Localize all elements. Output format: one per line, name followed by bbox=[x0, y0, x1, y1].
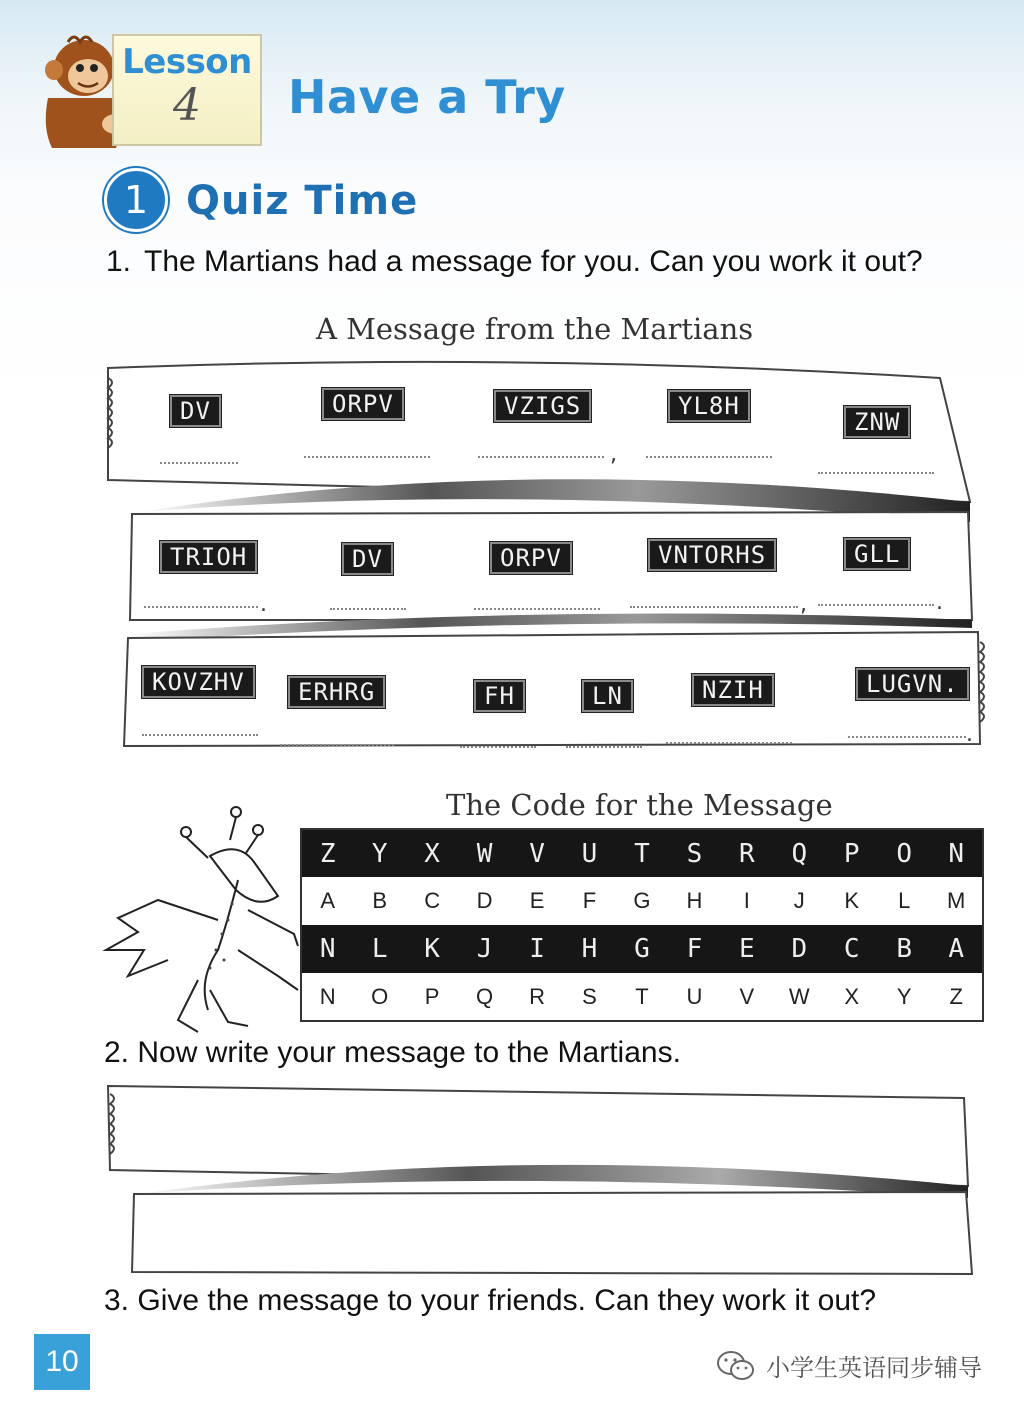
answer-blank[interactable] bbox=[478, 456, 604, 458]
page-number: 10 bbox=[34, 1334, 90, 1390]
plain-cell: H bbox=[668, 877, 720, 925]
code-cell: X bbox=[406, 829, 458, 877]
answer-blank[interactable] bbox=[144, 606, 258, 608]
question-1 bbox=[106, 242, 986, 282]
code-cell: N bbox=[301, 925, 353, 973]
watermark-text: 小学生英语同步辅导 bbox=[766, 1354, 982, 1382]
plain-cell: C bbox=[406, 877, 458, 925]
period-mark: . bbox=[260, 592, 267, 617]
plain-cell: D bbox=[458, 877, 510, 925]
answer-blank[interactable] bbox=[142, 734, 258, 736]
plain-cell: Q bbox=[458, 973, 510, 1021]
martian-illustration-icon bbox=[98, 800, 308, 1035]
plain-cell: O bbox=[353, 973, 405, 1021]
coded-word: VNTORHS bbox=[648, 539, 776, 571]
code-cell: U bbox=[563, 829, 615, 877]
plain-cell: M bbox=[930, 877, 983, 925]
code-cell: S bbox=[668, 829, 720, 877]
plain-cell: R bbox=[511, 973, 563, 1021]
answer-blank[interactable] bbox=[818, 472, 934, 474]
plain-cell: J bbox=[773, 877, 825, 925]
coded-word: VZIGS bbox=[494, 390, 591, 422]
coded-word: YL8H bbox=[668, 390, 750, 422]
plain-cell: V bbox=[721, 973, 773, 1021]
section-number-badge: 1 bbox=[104, 168, 168, 232]
coded-word: ORPV bbox=[490, 542, 572, 574]
coded-word: ERHRG bbox=[288, 676, 385, 708]
plain-cell: I bbox=[721, 877, 773, 925]
answer-blank[interactable] bbox=[630, 606, 798, 608]
code-cell: R bbox=[721, 829, 773, 877]
answer-blank[interactable] bbox=[280, 744, 394, 746]
plain-cell: X bbox=[826, 973, 878, 1021]
answer-blank[interactable] bbox=[474, 608, 600, 610]
coded-word: LUGVN. bbox=[856, 668, 969, 700]
coded-word: LN bbox=[582, 680, 633, 712]
code-cell: Z bbox=[301, 829, 353, 877]
plain-cell: E bbox=[511, 877, 563, 925]
code-row-cipher bbox=[301, 829, 983, 877]
plain-cell: F bbox=[563, 877, 615, 925]
code-cell: T bbox=[616, 829, 668, 877]
coded-word: GLL bbox=[844, 538, 910, 570]
plain-cell: Z bbox=[930, 973, 983, 1021]
code-cell: V bbox=[511, 829, 563, 877]
code-table bbox=[300, 828, 984, 1022]
code-row-plain bbox=[301, 973, 983, 1021]
answer-blank[interactable] bbox=[848, 736, 966, 738]
question-3: 3. Give the message to your friends. Can they work it out? bbox=[104, 1284, 877, 1317]
coded-word: DV bbox=[170, 395, 221, 427]
code-cell: A bbox=[930, 925, 983, 973]
code-cell: N bbox=[930, 829, 983, 877]
code-cell: L bbox=[353, 925, 405, 973]
coded-word: FH bbox=[474, 680, 525, 712]
code-cell: O bbox=[878, 829, 930, 877]
question-2: 2. Now write your message to the Martians. bbox=[104, 1036, 681, 1069]
code-cell: K bbox=[406, 925, 458, 973]
section-title: Quiz Time bbox=[186, 178, 419, 224]
answer-blank[interactable] bbox=[646, 456, 772, 458]
wechat-icon bbox=[716, 1349, 756, 1383]
code-cell: C bbox=[826, 925, 878, 973]
plain-cell: Y bbox=[878, 973, 930, 1021]
code-cell: D bbox=[773, 925, 825, 973]
period-mark: . bbox=[936, 590, 943, 615]
comma-mark: , bbox=[610, 442, 617, 467]
plain-cell: L bbox=[878, 877, 930, 925]
plain-cell: A bbox=[301, 877, 353, 925]
answer-blank[interactable] bbox=[818, 604, 934, 606]
lesson-label: Lesson bbox=[122, 42, 252, 82]
period-mark: . bbox=[966, 722, 973, 747]
code-cell: J bbox=[458, 925, 510, 973]
lesson-badge bbox=[112, 34, 262, 146]
coded-word: TRIOH bbox=[160, 541, 257, 573]
writing-scroll[interactable] bbox=[100, 1076, 975, 1280]
code-cell: H bbox=[563, 925, 615, 973]
plain-cell: B bbox=[353, 877, 405, 925]
code-row-plain bbox=[301, 877, 983, 925]
plain-cell: N bbox=[301, 973, 353, 1021]
code-cell: Y bbox=[353, 829, 405, 877]
coded-word: DV bbox=[342, 543, 393, 575]
plain-cell: P bbox=[406, 973, 458, 1021]
coded-word: KOVZHV bbox=[142, 666, 255, 698]
plain-cell: T bbox=[616, 973, 668, 1021]
code-cell: I bbox=[511, 925, 563, 973]
plain-cell: K bbox=[826, 877, 878, 925]
code-title: The Code for the Message bbox=[446, 788, 833, 822]
plain-cell: W bbox=[773, 973, 825, 1021]
answer-blank[interactable] bbox=[460, 746, 536, 748]
coded-word: ORPV bbox=[322, 388, 404, 420]
code-cell: B bbox=[878, 925, 930, 973]
code-cell: W bbox=[458, 829, 510, 877]
page-title: Have a Try bbox=[288, 70, 566, 124]
question-1-text: The Martians had a message for you. Can you work it out? bbox=[144, 245, 923, 278]
plain-cell: S bbox=[563, 973, 615, 1021]
code-cell: P bbox=[826, 829, 878, 877]
code-cell: Q bbox=[773, 829, 825, 877]
coded-word: NZIH bbox=[692, 674, 774, 706]
code-cell: F bbox=[668, 925, 720, 973]
code-cell: G bbox=[616, 925, 668, 973]
coded-word: ZNW bbox=[844, 406, 910, 438]
answer-blank[interactable] bbox=[304, 456, 430, 458]
answer-blank[interactable] bbox=[566, 746, 642, 748]
plain-cell: G bbox=[616, 877, 668, 925]
code-cell: E bbox=[721, 925, 773, 973]
lesson-number: 4 bbox=[173, 80, 201, 131]
answer-blank[interactable] bbox=[160, 462, 238, 464]
message-title: A Message from the Martians bbox=[316, 312, 754, 346]
code-row-cipher bbox=[301, 925, 983, 973]
question-1-number: 1. bbox=[106, 245, 132, 278]
watermark bbox=[716, 1348, 982, 1383]
answer-blank[interactable] bbox=[330, 608, 406, 610]
answer-blank[interactable] bbox=[666, 742, 792, 744]
plain-cell: U bbox=[668, 973, 720, 1021]
comma-mark: , bbox=[800, 592, 807, 617]
